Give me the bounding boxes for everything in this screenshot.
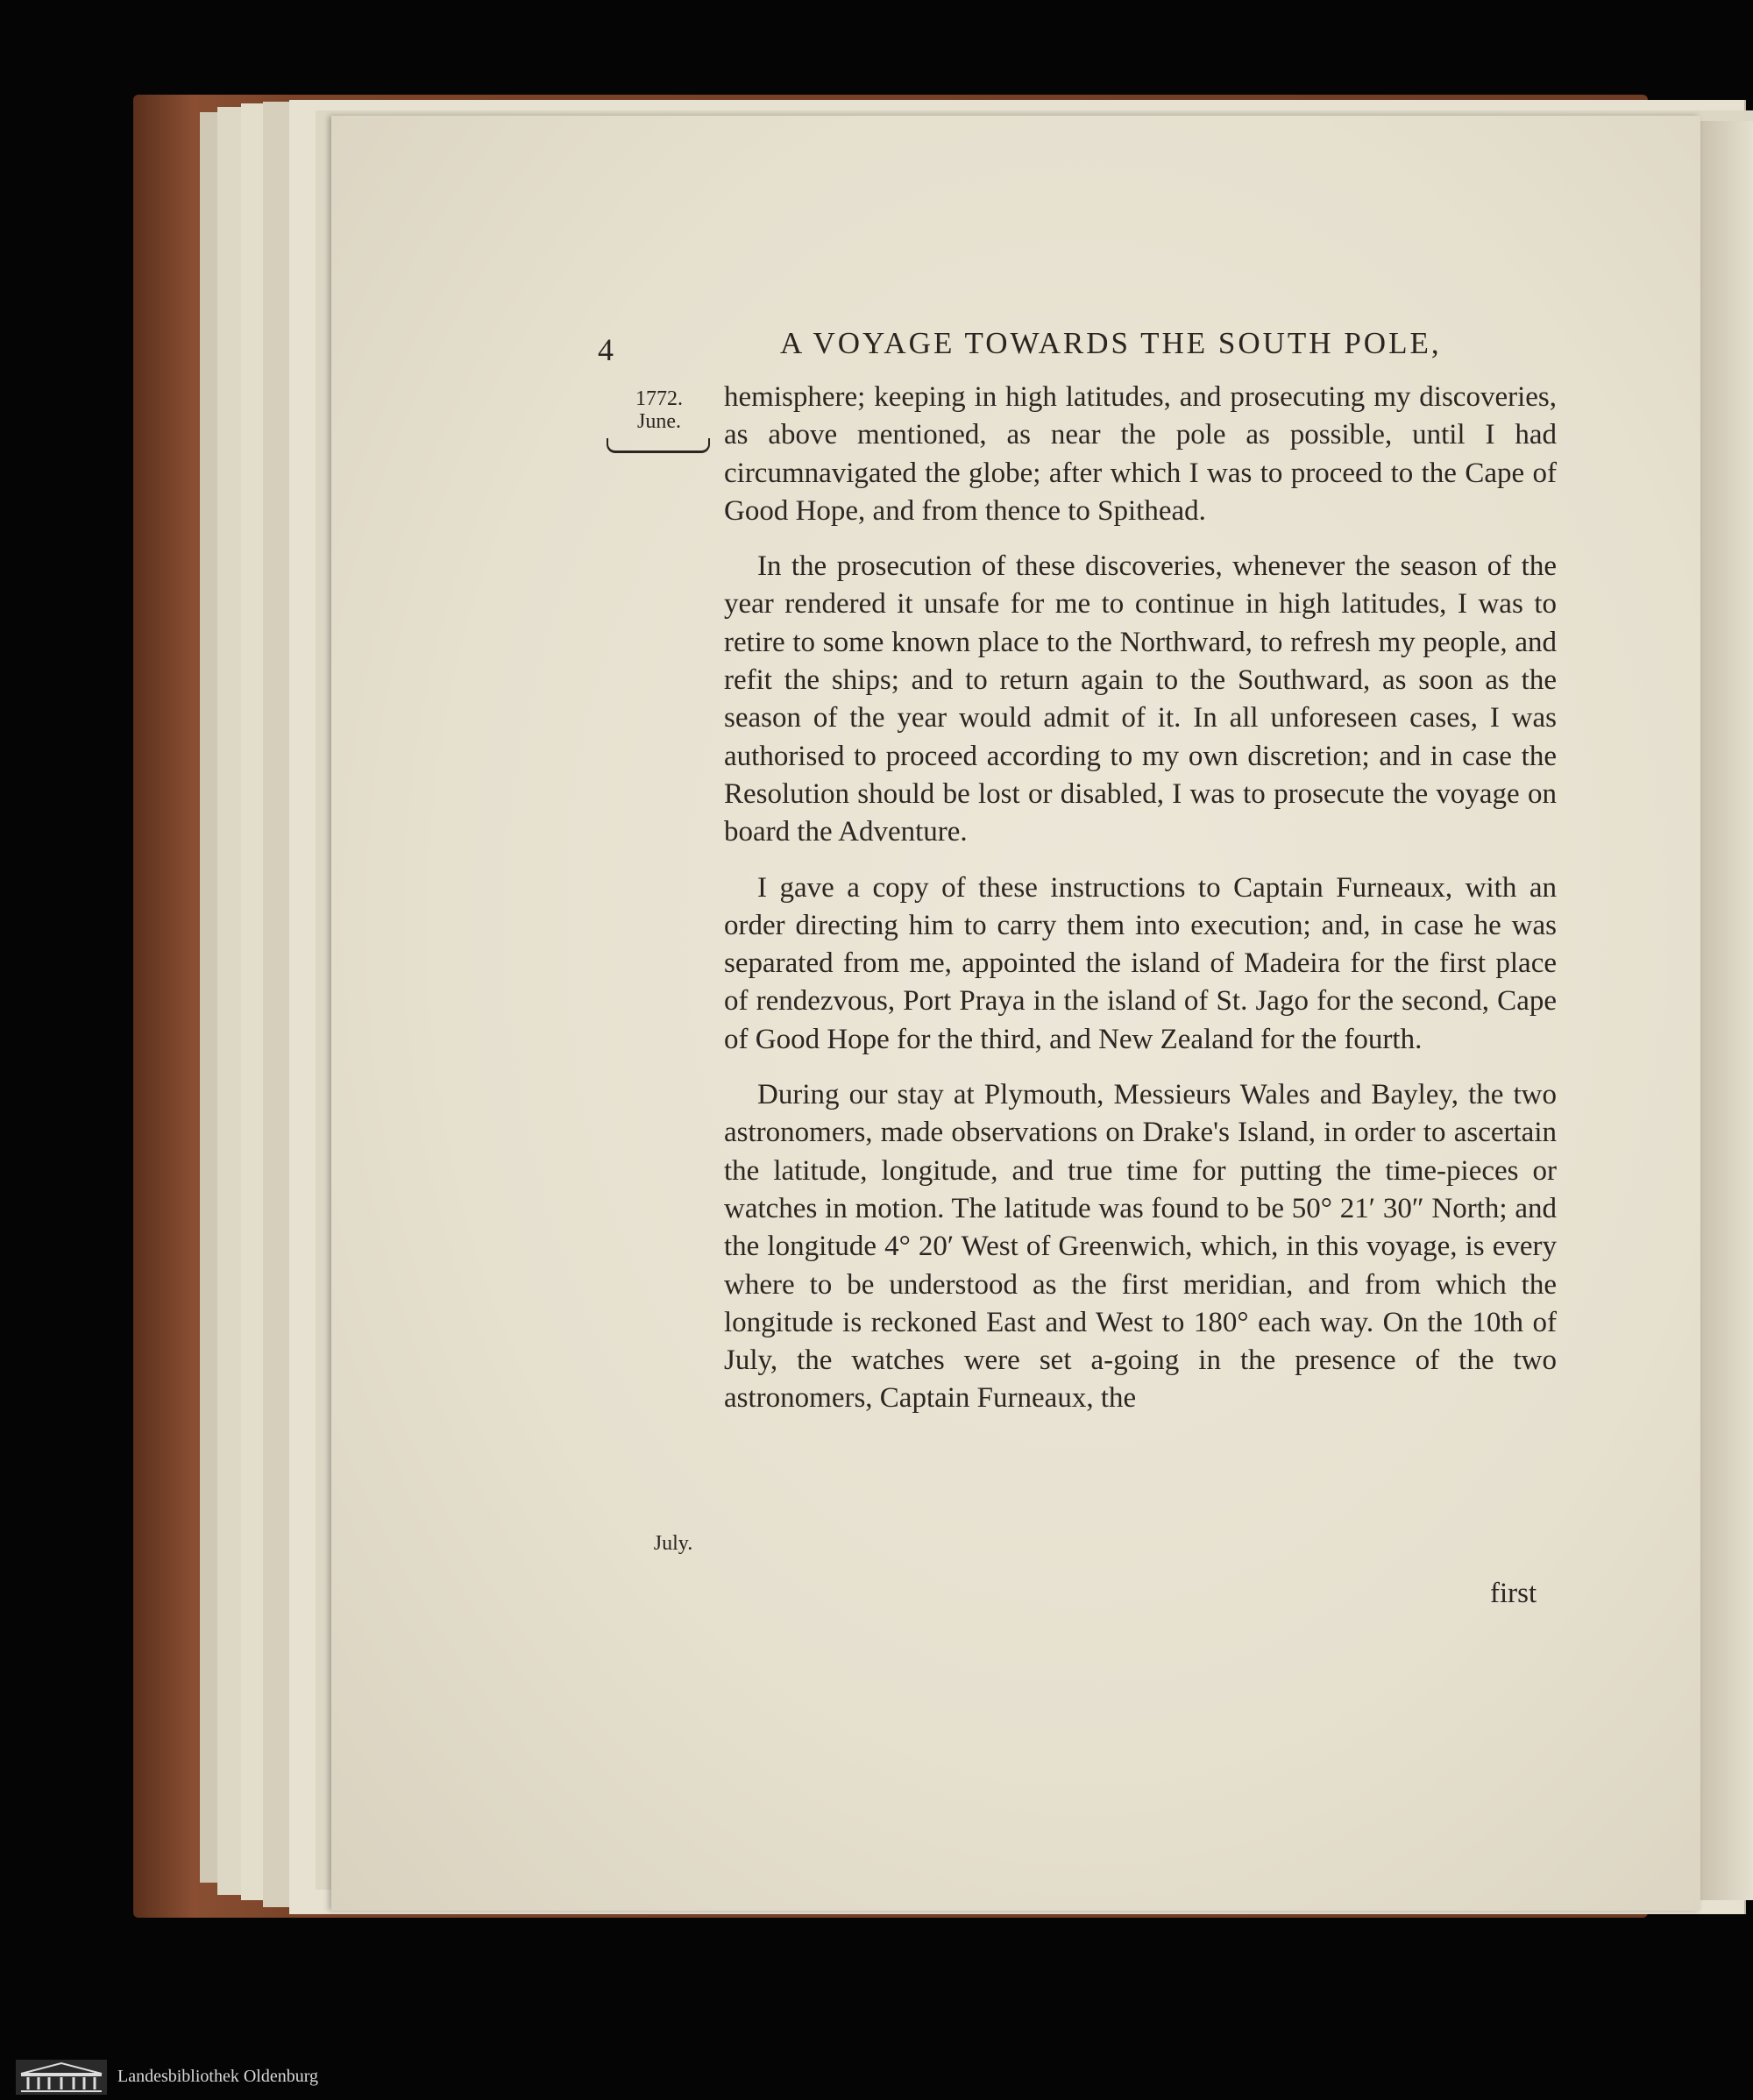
catchword: first	[1490, 1578, 1537, 1609]
facing-page-edge	[1700, 121, 1753, 1900]
margin-note-month: June.	[637, 410, 681, 433]
running-head: A VOYAGE TOWARDS THE SOUTH POLE,	[780, 326, 1442, 360]
library-building-icon	[16, 2060, 107, 2095]
margin-note-july: July.	[653, 1532, 693, 1555]
library-name: Landesbibliothek Oldenburg	[117, 2067, 319, 2086]
paragraph: During our stay at Plymouth, Messieurs Wales and Bayley, the two astronomers, made observations on Drake's Island, in order to ascertain the latitude, longitude, and true time for putting the time-pieces or watches in motion. The latitude was found to be 50° 21′ 30″ North; and the longitude 4° 20′ West of Greenwich, which, in this voyage, is every where to be understood as the first meridian, and from which the longitude is reckoned East and West to 180° each way. On the 10th of July, the watches were set a-going in the presence of the two astronomers, Captain Furneaux, the	[724, 1079, 1557, 1415]
margin-note-brace	[607, 438, 710, 453]
paragraph: In the prosecution of these discoveries, whenever the season of the year rendered it unsafe for me to continue in high latitudes, I was to retire to some known place to the Northward, to refresh my people, and refit the ships; and to return again to the Southward, as soon as the season of the year would admit of it. In all unforeseen cases, I was authorised to proceed according to my own discretion; and in case the Resolution should be lost or disabled, I was to prosecute the voyage on board the Adventure.	[724, 550, 1557, 848]
paragraph: I gave a copy of these instructions to Captain Furneaux, with an order directing him to carry them into execution; and, in case he was separated from me, appointed the island of Madeira for the first place of rendezvous, Port Praya in the island of St. Jago for the second, Cape of Good Hope for the third, and New Zealand for the fourth.	[724, 871, 1557, 1055]
paragraph: hemisphere; keeping in high latitudes, and prosecuting my discoveries, as above mentioned, as near the pole as possible, until I had circumnavigated the globe; after which I was to proceed to the Cape of Good Hope, and from thence to Spithead.	[724, 381, 1557, 527]
body-text	[724, 379, 1557, 1436]
page-number: 4	[598, 332, 614, 367]
margin-note-year: 1772.	[635, 387, 683, 410]
